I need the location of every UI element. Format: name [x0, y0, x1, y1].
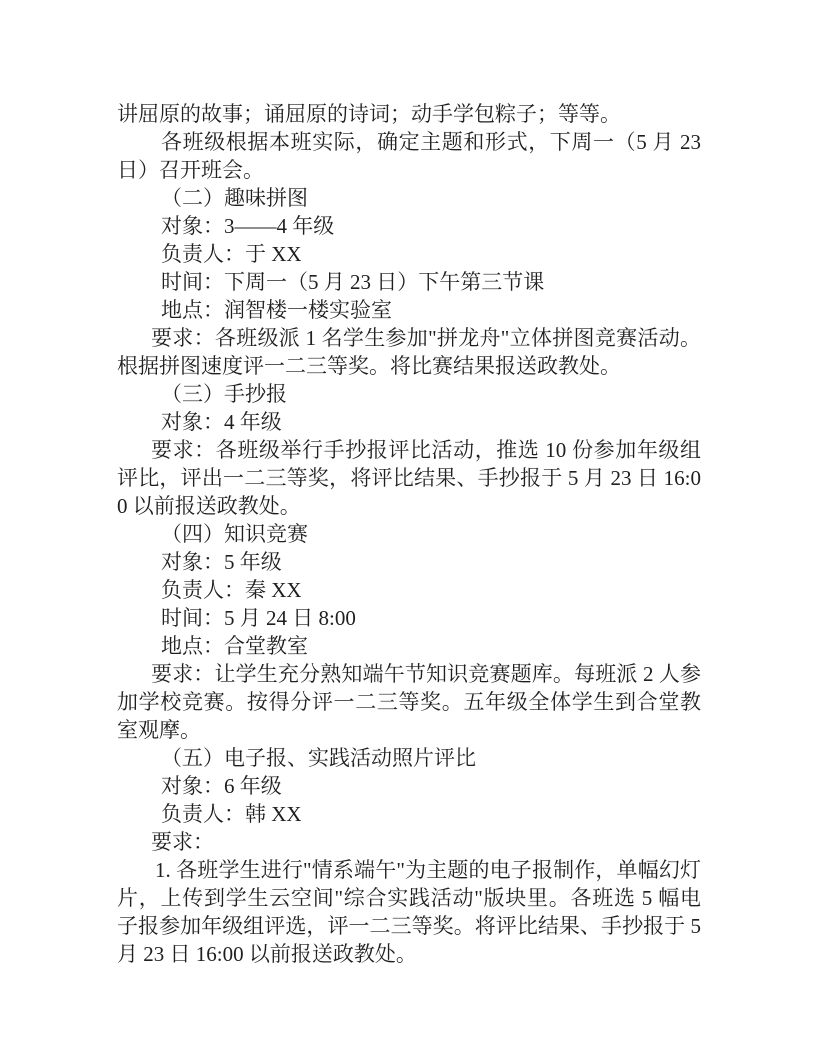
paragraph-theme-activity-list: 讲屈原的故事；诵屈原的诗词；动手学包粽子；等等。: [117, 102, 621, 126]
line-place-puzzle: 地点：润智楼一楼实验室: [161, 298, 392, 322]
line-leader-han: 负责人：韩 XX: [161, 802, 302, 826]
line-time-contest: 时间：5 月 24 日 8:00: [161, 606, 356, 630]
line-leader-yu: 负责人：于 XX: [161, 242, 302, 266]
paragraph-requirements-puzzle: 要求：各班级派 1 名学生参加"拼龙舟"立体拼图竞赛活动。根据拼图速度评一二三等奖。将比赛结果报送政教处。: [117, 326, 701, 378]
paragraph-class-meeting-plan: 各班级根据本班实际，确定主题和形式，下周一（5 月 23 日）召开班会。: [117, 130, 701, 182]
heading-section-4-knowledge-contest: （四）知识竞赛: [161, 522, 308, 546]
heading-section-5-epaper-photo-review: （五）电子报、实践活动照片评比: [161, 746, 476, 770]
line-place-contest: 地点：合堂教室: [161, 634, 308, 658]
line-requirements-label: 要求：: [151, 830, 214, 854]
line-leader-qin: 负责人：秦 XX: [161, 578, 302, 602]
heading-section-2-puzzle: （二）趣味拼图: [161, 186, 308, 210]
line-target-grade-6: 对象：6 年级: [161, 774, 282, 798]
paragraph-requirements-handwritten-newspaper: 要求：各班级举行手抄报评比活动，推选 10 份参加年级组评比，评出一二三等奖，将评比结果、手抄报于 5 月 23 日 16:00 以前报送政教处。: [117, 438, 701, 518]
line-target-grade-5: 对象：5 年级: [161, 550, 282, 574]
line-time-puzzle: 时间：下周一（5 月 23 日）下午第三节课: [161, 270, 545, 294]
line-target-grades-3-4: 对象：3——4 年级: [161, 214, 335, 238]
paragraph-requirements-contest: 要求：让学生充分熟知端午节知识竞赛题库。每班派 2 人参加学校竞赛。按得分评一二三等奖。五年级全体学生到合堂教室观摩。: [117, 662, 701, 742]
heading-section-3-handwritten-newspaper: （三）手抄报: [161, 382, 287, 406]
line-target-grade-4: 对象：4 年级: [161, 410, 282, 434]
paragraph-epaper-detail: 1. 各班学生进行"情系端午"为主题的电子报制作，单幅幻灯片，上传到学生云空间"综合实践活动"版块里。各班选 5 幅电子报参加年级组评选，评一二三等奖。将评比结果、手抄报于 5 月 23 日 16:00 以前报送政教处。: [117, 858, 701, 966]
